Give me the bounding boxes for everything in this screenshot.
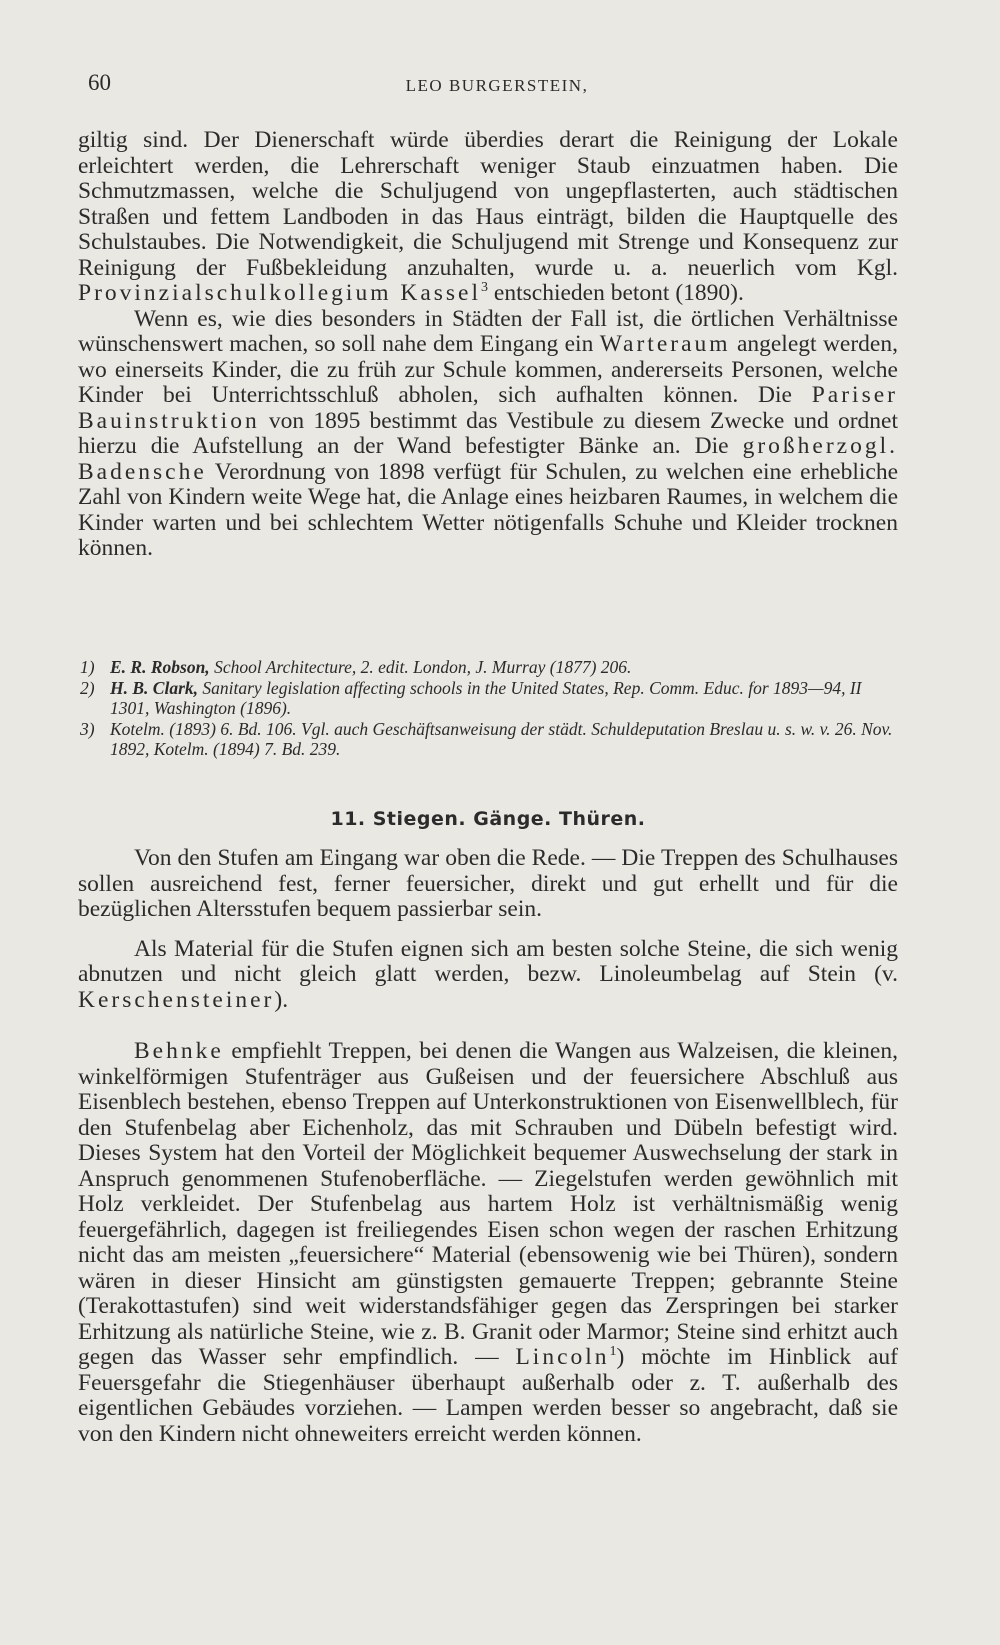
- paragraph-4-text-b: ).: [274, 986, 289, 1013]
- page-number: 60: [88, 70, 111, 95]
- paragraph-2-spaced-badensche: großherzogl. Badensche: [78, 433, 898, 485]
- footnote-1: [80, 657, 898, 677]
- paragraph-1: [78, 128, 898, 307]
- paragraph-2-text-b: angelegt werden, wo einerseits Kinder, die zu früh zur Schule kommen, andererseits Personen, welche Kinder bei Unterrichtsschluß abholen, sich aufhalten können. Die: [78, 331, 898, 408]
- body-text-top: [78, 128, 898, 562]
- footnotes: [80, 657, 898, 760]
- paragraph-1-text-b: entschieden betont (1890).: [488, 280, 744, 306]
- section-heading: 11. Stiegen. Gänge. Thüren.: [330, 808, 646, 830]
- body-text-bottom: [78, 846, 898, 1447]
- footnote-text: Sanitary legislation affecting schools in the United States, Rep. Comm. Educ. for 1893—94, II 1301, Washington (1896).: [110, 678, 862, 718]
- paragraph-4: [78, 937, 898, 1014]
- paragraph-1-text-a: giltig sind. Der Dienerschaft würde überdies derart die Reinigung der Lokale erleichtert werden, die Lehrerschaft weniger Staub einzuatmen haben. Die Schmutzmassen, welche die Schuljugend von ungepflasterten, auch städtischen Straßen und fettem Landboden in das Haus einträgt, bilden die Hauptquelle des Schulstaubes. Die Notwendigkeit, die Schuljugend mit Strenge und Konsequenz zur Reinigung der Fußbekleidung anzuhalten, wurde u. a. neuerlich vom Kgl.: [78, 127, 898, 281]
- footnote-ref-1: 1: [609, 1344, 617, 1360]
- footnote-number: 3): [80, 719, 95, 739]
- footnote-number: 1): [80, 657, 95, 677]
- paragraph-5-spaced-behnke: Behnke: [134, 1038, 224, 1064]
- footnote-text: Kotelm. (1893) 6. Bd. 106. Vgl. auch Geschäftsanweisung der städt. Schuldeputation Breslau u. s. w. v. 26. Nov. 1892, Kotelm. (1894) 7. Bd. 239.: [110, 719, 893, 759]
- footnote-3: [80, 719, 898, 759]
- paragraph-4-spaced-kerschensteiner: Kerschensteiner: [78, 986, 275, 1013]
- paragraph-2-text-d: Verordnung von 1898 verfügt für Schulen, zu welchen eine erhebliche Zahl von Kindern weite Wege hat, die Anlage eines heizbaren Raumes, in welchem die Kinder warten und bei schlechtem Wetter nötigenfalls Schuhe und Kleider trocknen können.: [78, 458, 898, 561]
- paragraph-2-spaced-pariser: Pariser Bauinstruktion: [78, 382, 898, 434]
- paragraph-2: [78, 307, 898, 562]
- paragraph-2-text-a: Wenn es, wie dies besonders in Städten der Fall ist, die örtlichen Verhältnisse wünschenswert machen, so soll nahe dem Eingang ein: [78, 305, 898, 357]
- running-head: LEO BURGERSTEIN,: [405, 76, 589, 95]
- footnote-author: E. R. Robson,: [110, 657, 210, 677]
- paragraph-4-text-a: Als Material für die Stufen eignen sich am besten solche Steine, die sich wenig abnutzen und nicht gleich glatt werden, bezw. Linoleumbelag auf Stein (v.: [78, 935, 898, 987]
- footnote-ref-3: 3: [481, 280, 489, 296]
- footnote-author: H. B. Clark,: [110, 678, 199, 698]
- footnote-number: 2): [80, 678, 95, 698]
- footnote-2: [80, 678, 898, 718]
- paragraph-5: [78, 1039, 898, 1447]
- paragraph-5-text-b: ) möchte im Hinblick auf Feuersgefahr die Stiegenhäuser überhaupt außerhalb oder z. T. außerhalb des eigentlichen Gebäudes vorziehen. — Lampen werden besser so angebracht, daß sie von den Kindern nicht ohneweiters erreicht werden können.: [78, 1344, 898, 1447]
- paragraph-1-spaced-text: Provinzialschulkollegium Kassel: [78, 280, 482, 306]
- page-header: [88, 70, 906, 106]
- paragraph-5-spaced-lincoln: Lincoln: [515, 1344, 610, 1370]
- paragraph-3: Von den Stufen am Eingang war oben die Rede. — Die Treppen des Schulhauses sollen ausreichend fest, ferner feuersicher, direkt und gut erhellt und für die bezüglichen Altersstufen bequem passierbar sein.: [78, 845, 898, 922]
- paragraph-2-text-c: von 1895 bestimmt das Vestibule zu diesem Zwecke und ordnet hierzu die Aufstellung an der Wand befestigter Bänke an. Die: [78, 407, 898, 459]
- footnote-text: School Architecture, 2. edit. London, J. Murray (1877) 206.: [209, 657, 632, 677]
- paragraph-2-spaced-warteraum: Warteraum: [599, 331, 731, 357]
- paragraph-5-text-a: empfiehlt Treppen, bei denen die Wangen aus Walzeisen, die kleinen, winkelförmigen Stufenträger aus Gußeisen und der feuersichere Abschluß aus Eisenblech bestehen, ebenso Treppen auf Unterkonstruktionen von Eisenwellblech, für den Stufenbelag aber Eichenholz, das mit Schrauben und Dübeln befestigt wird. Dieses System hat den Vorteil der Möglichkeit bequemer Auswechselung der stark in Anspruch genommenen Stufenoberfläche. — Ziegelstufen werden gewöhnlich mit Holz verkleidet. Der Stufenbelag aus hartem Holz ist verhältnismäßig wenig feuergefährlich, dagegen ist freiliegendes Eisen schon wegen der raschen Erhitzung nicht das am meisten „feuersichere“ Material (ebensowenig wie bei Thüren), sondern wären in dieser Hinsicht am günstigsten gemauerte Treppen; gebrannte Steine (Terakottastufen) sind weit widerstandsfähiger gegen das Zerspringen bei starker Erhitzung als natürliche Steine, wie z. B. Granit oder Marmor; Steine sind erhitzt auch gegen das Wasser sehr empfindlich. —: [78, 1038, 898, 1370]
